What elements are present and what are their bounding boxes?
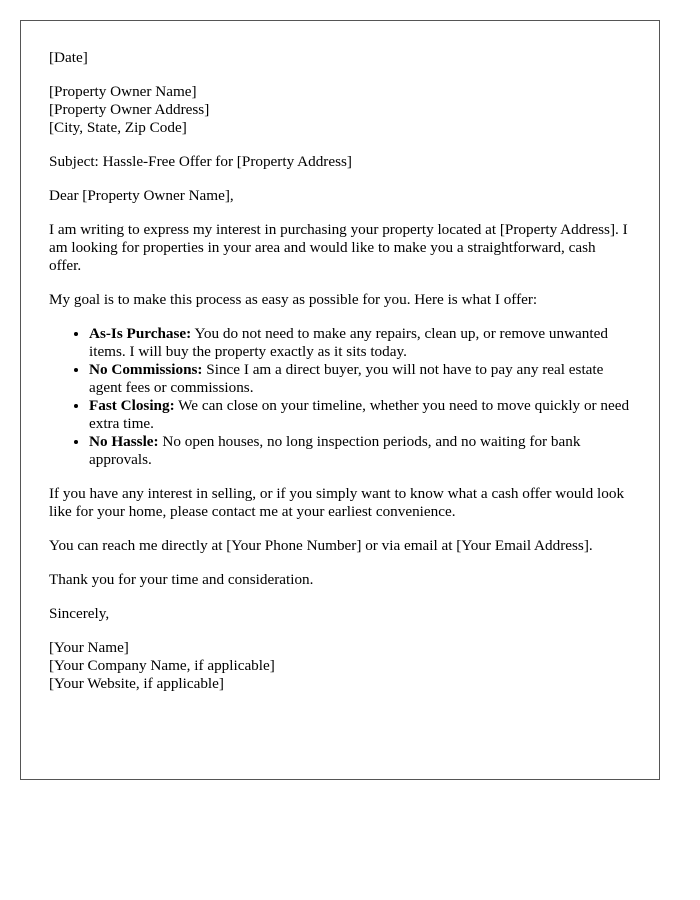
- letter-salutation: Dear [Property Owner Name],: [49, 187, 234, 204]
- letter-intro-paragraph: I am writing to express my interest in purchasing your property located at [Property Address]. I am looking for properties in your area and would like to make you a straightforward, cash offer.: [49, 221, 628, 274]
- offer-item-title: No Hassle:: [89, 433, 159, 450]
- offer-item: [89, 397, 631, 433]
- letter-contact-paragraph: You can reach me directly at [Your Phone Number] or via email at [Your Email Address].: [49, 537, 593, 554]
- recipient-name: [Property Owner Name]: [49, 83, 197, 100]
- signature-company: [Your Company Name, if applicable]: [49, 657, 275, 674]
- signature-name: [Your Name]: [49, 639, 129, 656]
- recipient-city-state-zip: [City, State, Zip Code]: [49, 119, 187, 136]
- letter-goal-paragraph: My goal is to make this process as easy as possible for you. Here is what I offer:: [49, 291, 538, 308]
- offer-item-text: You do not need to make any repairs, clean up, or remove unwanted items. I will buy the property exactly as it sits today.: [89, 325, 608, 360]
- offer-item-title: Fast Closing:: [89, 397, 175, 414]
- offer-item: [89, 433, 631, 469]
- recipient-address: [Property Owner Address]: [49, 101, 210, 118]
- letter-closing: Sincerely,: [49, 605, 110, 622]
- offer-item-text: No open houses, no long inspection periods, and no waiting for bank approvals.: [89, 433, 581, 468]
- letter-document: [20, 20, 660, 780]
- offer-item-text: We can close on your timeline, whether you need to move quickly or need extra time.: [89, 397, 630, 432]
- offer-item-text: Since I am a direct buyer, you will not have to pay any real estate agent fees or commissions.: [89, 361, 604, 396]
- offer-list: [49, 325, 631, 469]
- offer-item: [89, 325, 631, 361]
- letter-subject: Subject: Hassle-Free Offer for [Property Address]: [49, 153, 352, 170]
- offer-item-title: As-Is Purchase:: [89, 325, 192, 342]
- letter-date: [Date]: [49, 49, 88, 66]
- letter-interest-paragraph: If you have any interest in selling, or if you simply want to know what a cash offer would look like for your home, please contact me at your earliest convenience.: [49, 485, 625, 520]
- signature-website: [Your Website, if applicable]: [49, 675, 224, 692]
- recipient-block: [49, 83, 631, 137]
- signature-block: [49, 639, 631, 693]
- offer-item: [89, 361, 631, 397]
- offer-item-title: No Commissions:: [89, 361, 203, 378]
- letter-thanks: Thank you for your time and consideration.: [49, 571, 314, 588]
